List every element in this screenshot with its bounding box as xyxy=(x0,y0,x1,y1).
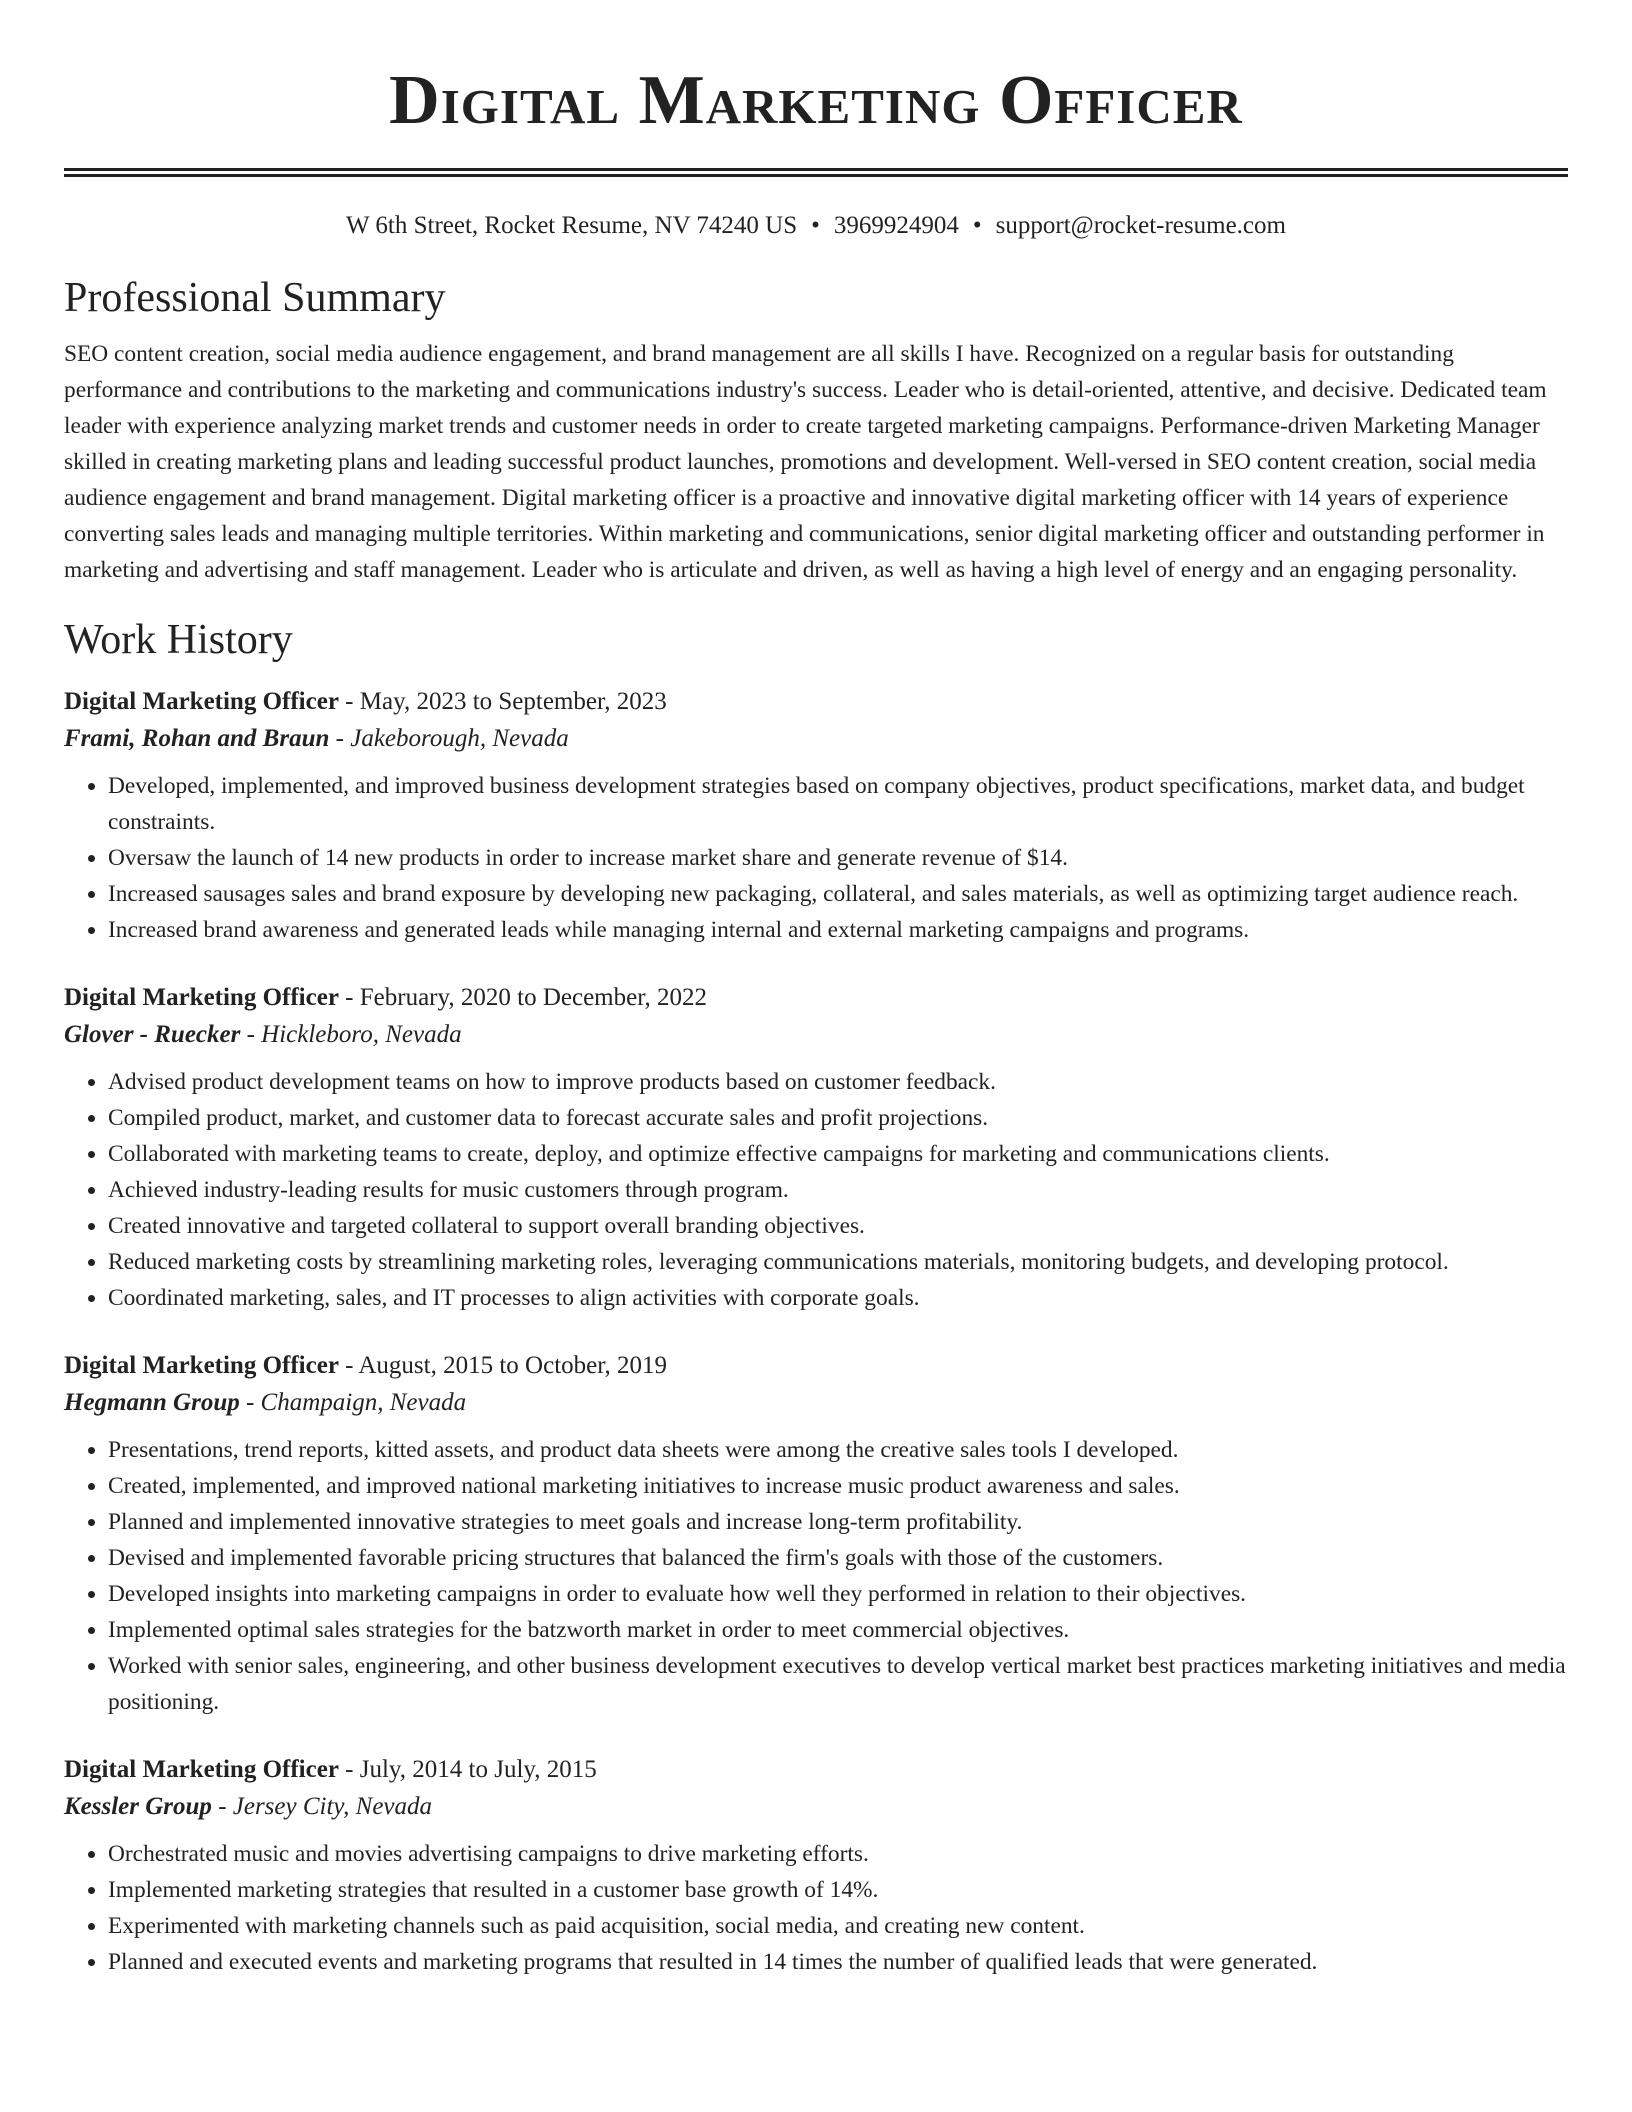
company-line xyxy=(64,1384,1568,1422)
company-line xyxy=(64,720,1568,758)
job-dates: - May, 2023 to September, 2023 xyxy=(338,688,667,715)
job-bullet: • Implemented marketing strategies that resulted in a customer base growth of 14%. xyxy=(108,1872,1568,1908)
job-location: - Hickleboro, Nevada xyxy=(240,1021,462,1048)
job-bullet: • Planned and executed events and marketing programs that resulted in 14 times the number of qualified leads that were generated. xyxy=(108,1944,1568,1980)
job-dates: - July, 2014 to July, 2015 xyxy=(338,1756,597,1783)
job-bullet: • Developed insights into marketing campaigns in order to evaluate how well they performed in relation to their objectives. xyxy=(108,1576,1568,1612)
job-bullet: • Worked with senior sales, engineering, and other business development executives to develop vertical market best practices marketing initiatives and media positioning. xyxy=(108,1648,1568,1720)
job-bullets xyxy=(64,768,1568,948)
job-bullet: • Presentations, trend reports, kitted assets, and product data sheets were among the creative sales tools I developed. xyxy=(108,1432,1568,1468)
job-bullet: • Orchestrated music and movies advertising campaigns to drive marketing efforts. xyxy=(108,1836,1568,1872)
job-company: Glover - Ruecker xyxy=(64,1021,241,1048)
job-role: Digital Marketing Officer xyxy=(64,984,339,1011)
job-title-line xyxy=(64,980,1568,1016)
job-dates: - February, 2020 to December, 2022 xyxy=(338,984,708,1011)
job-bullet: • Increased sausages sales and brand exposure by developing new packaging, collateral, and sales materials, as well as optimizing target audience reach. xyxy=(108,876,1568,912)
job-title-line xyxy=(64,1348,1568,1384)
job-location: - Champaign, Nevada xyxy=(239,1389,467,1416)
job-bullet: • Created innovative and targeted collateral to support overall branding objectives. xyxy=(108,1208,1568,1244)
job-bullets xyxy=(64,1064,1568,1316)
job-location: - Jersey City, Nevada xyxy=(211,1793,433,1820)
company-line xyxy=(64,1788,1568,1826)
job-entry xyxy=(64,980,1568,1316)
job-title-line xyxy=(64,1752,1568,1788)
contact-phone: 3969924904 xyxy=(833,212,959,239)
job-bullets xyxy=(64,1836,1568,1980)
job-entry xyxy=(64,684,1568,948)
job-bullet: • Planned and implemented innovative strategies to meet goals and increase long-term profitability. xyxy=(108,1504,1568,1540)
job-bullet: • Reduced marketing costs by streamlining marketing roles, leveraging communications materials, monitoring budgets, and developing protocol. xyxy=(108,1244,1568,1280)
job-location: - Jakeborough, Nevada xyxy=(329,725,569,752)
summary-heading: Professional Summary xyxy=(64,275,446,321)
work-history-heading: Work History xyxy=(64,617,293,663)
job-bullet: • Advised product development teams on how to improve products based on customer feedback. xyxy=(108,1064,1568,1100)
job-bullet: • Oversaw the launch of 14 new products in order to increase market share and generate revenue of $14. xyxy=(108,840,1568,876)
contact-address: W 6th Street, Rocket Resume, NV 74240 US xyxy=(346,212,798,239)
title-divider xyxy=(64,168,1568,177)
job-bullet: • Experimented with marketing channels such as paid acquisition, social media, and creating new content. xyxy=(108,1908,1568,1944)
resume-title: Digital Marketing Officer xyxy=(389,62,1243,139)
job-entry xyxy=(64,1348,1568,1720)
contact-email: support@rocket-resume.com xyxy=(995,212,1286,239)
job-bullet: • Coordinated marketing, sales, and IT processes to align activities with corporate goals. xyxy=(108,1280,1568,1316)
job-bullet: • Achieved industry-leading results for music customers through program. xyxy=(108,1172,1568,1208)
job-role: Digital Marketing Officer xyxy=(64,688,339,715)
job-role: Digital Marketing Officer xyxy=(64,1756,339,1783)
contact-separator: • xyxy=(811,212,820,239)
contact-separator: • xyxy=(972,212,982,239)
job-bullet: • Collaborated with marketing teams to create, deploy, and optimize effective campaigns for marketing and communications clients. xyxy=(108,1136,1568,1172)
contact-line xyxy=(64,210,1568,242)
job-bullet: • Created, implemented, and improved national marketing initiatives to increase music product awareness and sales. xyxy=(108,1468,1568,1504)
job-company: Kessler Group xyxy=(64,1793,212,1820)
job-company: Frami, Rohan and Braun xyxy=(64,725,330,752)
job-bullet: • Developed, implemented, and improved business development strategies based on company objectives, product specifications, market data, and budget constraints. xyxy=(108,768,1568,840)
job-bullet: • Compiled product, market, and customer data to forecast accurate sales and profit projections. xyxy=(108,1100,1568,1136)
job-dates: - August, 2015 to October, 2019 xyxy=(338,1352,668,1379)
job-bullets xyxy=(64,1432,1568,1720)
job-title-line xyxy=(64,684,1568,720)
company-line xyxy=(64,1016,1568,1054)
job-bullet: • Increased brand awareness and generated leads while managing internal and external marketing campaigns and programs. xyxy=(108,912,1568,948)
resume-page xyxy=(64,0,1568,1980)
job-entry xyxy=(64,1752,1568,1980)
job-bullet: • Implemented optimal sales strategies for the batzworth market in order to meet commercial objectives. xyxy=(108,1612,1568,1648)
job-company: Hegmann Group xyxy=(64,1389,240,1416)
summary-text: SEO content creation, social media audience engagement, and brand management are all skills I have. Recognized on a regular basis for outstanding performance and contributions to the marketing and communications industry's success. Leader who is detail-oriented, attentive, and decisive. Dedicated team leader with experience analyzing market trends and customer needs in order to create targeted marketing campaigns. Performance-driven Marketing Manager skilled in creating marketing plans and leading successful product launches, promotions and development. Well-versed in SEO content creation, social media audience engagement and brand management. Digital marketing officer is a proactive and innovative digital marketing officer with 14 years of experience converting sales leads and managing multiple territories. Within marketing and communications, senior digital marketing officer and outstanding performer in marketing and advertising and staff management. Leader who is articulate and driven, as well as having a high level of energy and an engaging personality. xyxy=(64,341,1547,583)
job-bullet: • Devised and implemented favorable pricing structures that balanced the firm's goals with those of the customers. xyxy=(108,1540,1568,1576)
job-role: Digital Marketing Officer xyxy=(64,1352,339,1379)
